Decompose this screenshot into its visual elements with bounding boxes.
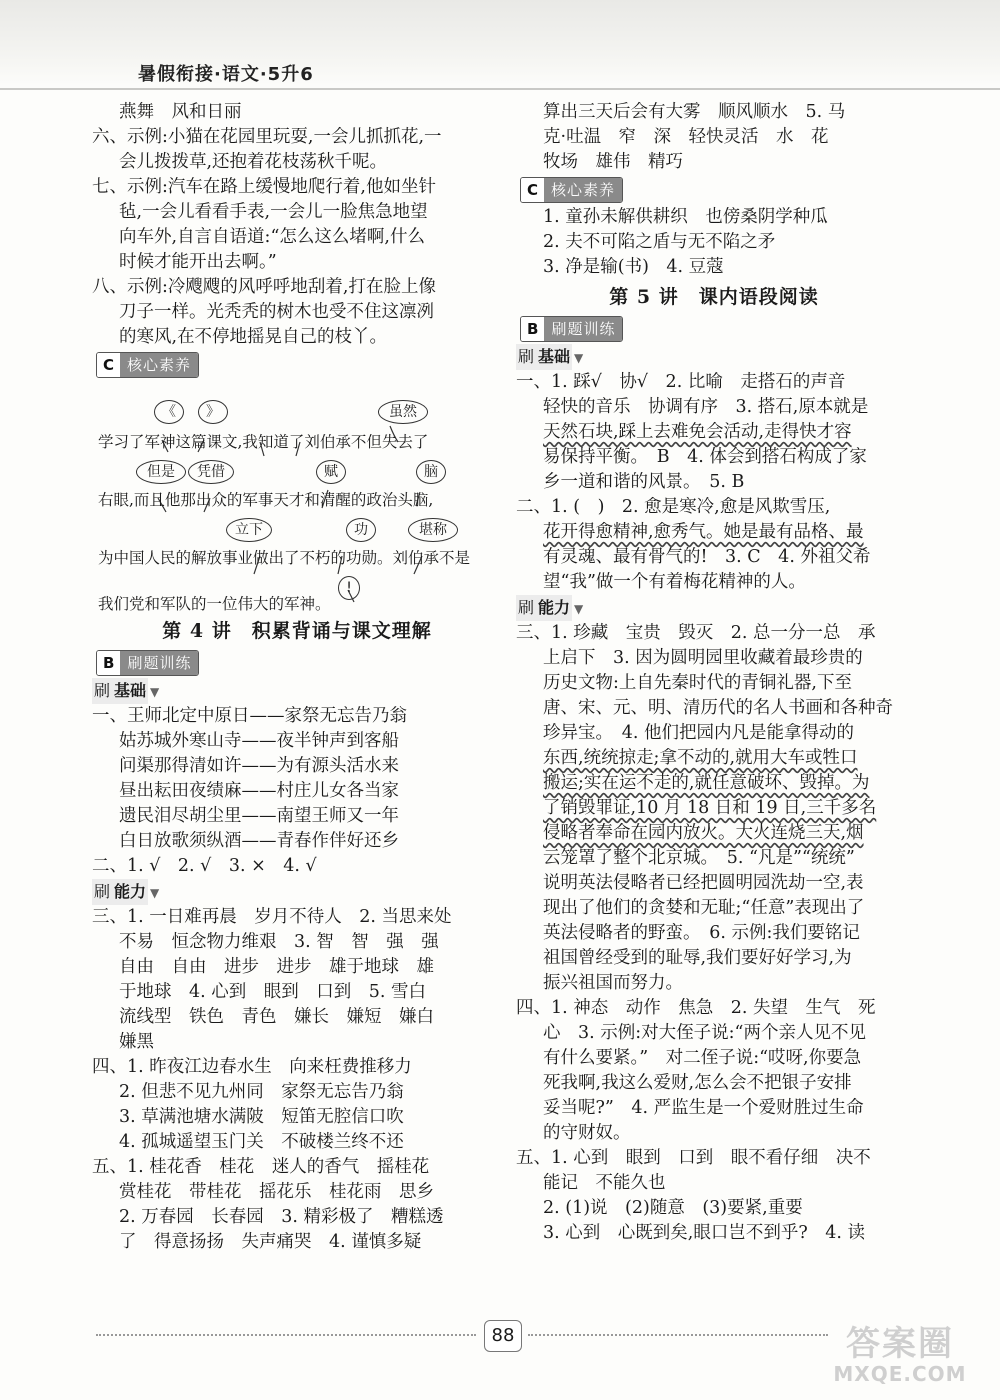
answer-line: 易保持平衡。 B 4. 体会到搭石构成了家 [543, 447, 867, 467]
answer-line: 现出了他们的贪婪和无耻;“任意”表现出了 [543, 898, 865, 918]
subsection-label: 能力 [112, 879, 148, 905]
subsection-label: 能力 [536, 595, 572, 621]
answer-line: 刀子一样。光秃秃的树木也受不住这凛冽 [119, 302, 434, 322]
answer-line: 二、1. √ 2. √ 3. × 4. √ [92, 856, 317, 876]
answer-line: 振兴祖国而努力。 [543, 973, 683, 993]
subsection-label: 基础 [536, 344, 572, 370]
subsection-basic [516, 344, 912, 370]
answer-line: 心 3. 示例:对大侄子说:“两个亲人见不见 [543, 1023, 866, 1043]
page-number: 88 [484, 1320, 522, 1352]
subsection-ability [516, 595, 912, 621]
answer-line: 二、1. ( ) 2. 愈是寒冷,愈是风欺雪压, [516, 497, 831, 517]
subsection-ability [92, 879, 502, 905]
correction-figure [92, 380, 492, 614]
footer-dotted-rule [96, 1334, 476, 1336]
watermark-url: MXQE.COM [833, 1362, 967, 1386]
answer-line: 2. (1)说 (2)随意 (3)要紧,重要 [543, 1198, 803, 1218]
answer-line: 八、示例:冷飕飕的风呼呼地刮着,打在脸上像 [92, 277, 436, 297]
answer-line: 五、1. 心到 眼到 口到 眼不看仔细 决不 [516, 1148, 871, 1168]
answer-line: 侵略者奉命在园内放火。大火连烧三天,烟 [543, 823, 864, 843]
badge-text: 核心素养 [544, 178, 622, 202]
answer-line: 乡一道和谐的风景。 5. B [543, 472, 745, 492]
section-badge-core [520, 177, 623, 203]
correction-bubble: 》 [198, 400, 228, 424]
badge-text: 刷题训练 [120, 651, 198, 675]
answer-line: 于地球 4. 心到 眼到 口到 5. 雪白 [119, 982, 427, 1002]
right-column [516, 100, 912, 1246]
answer-line: 搬运;实在运不走的,就任意破坏、毁掉。为 [543, 773, 870, 793]
correction-bubble: 《 [154, 400, 184, 424]
correction-bubble: 功 [346, 518, 376, 542]
figure-text-line: 我们党和军队的一位伟大的军神。 [98, 595, 331, 613]
answer-line: 望“我”做一个有着梅花精神的人。 [543, 572, 806, 592]
correction-bubble: 堪称 [408, 518, 458, 542]
subsection-prefix: 刷 [92, 879, 112, 905]
badge-letter: C [521, 178, 544, 202]
subsection-prefix: 刷 [516, 595, 536, 621]
answer-line: 的守财奴。 [543, 1123, 631, 1143]
left-column [92, 100, 502, 1255]
answer-line: 时候才能开出去啊。” [119, 252, 277, 272]
answer-line: 遗民泪尽胡尘里——南望王师又一年 [119, 806, 399, 826]
answer-line: 毡,一会儿看看手表,一会儿一脸焦急地望 [119, 202, 428, 222]
answer-line: 三、1. 一日难再晨 岁月不待人 2. 当思来处 [92, 907, 452, 927]
answer-line: 历史文物:上自先秦时代的青铜礼器,下至 [543, 673, 852, 693]
triangle-down-icon: ▼ [574, 351, 584, 365]
answer-line: 2. 万春园 长春园 3. 精彩极了 糟糕透 [119, 1207, 444, 1227]
answer-line: 向车外,自言自语道:“怎么这么堵啊,什么 [119, 227, 425, 247]
answer-line: 姑苏城外寒山寺——夜半钟声到客船 [119, 731, 399, 751]
answer-line: 克·吐温 窄 深 轻快灵活 水 花 [543, 127, 829, 147]
answer-line: 妥当呢?” 4. 严监生是一个爱财胜过生命 [543, 1098, 864, 1118]
answer-line: 昼出耘田夜绩麻——村庄儿女各当家 [119, 781, 399, 801]
header-rule [0, 88, 1000, 90]
answer-line: 轻快的音乐 协调有序 3. 搭石,原本就是 [543, 397, 869, 417]
answer-line: 死我啊,我这么爱财,怎么会不把银子安排 [543, 1073, 852, 1093]
badge-text: 核心素养 [120, 353, 198, 377]
correction-bubble: 立下 [226, 518, 272, 542]
answer-line: 有灵魂、最有骨气的! 3. C 4. 外祖父希 [543, 547, 871, 567]
figure-text-line: 学习了军神这篇课文,我知道了刘伯承不但失去了 [98, 433, 429, 451]
answer-line: 牧场 雄伟 精巧 [543, 152, 683, 172]
answer-line: 自由 自由 进步 进步 雄于地球 雄 [119, 957, 434, 977]
correction-bubble: 脑 [416, 460, 446, 484]
answer-line: 唐、宋、元、明、清历代的名人书画和各种奇 [543, 698, 893, 718]
lecture-title: 第 4 讲 积累背诵与课文理解 [162, 620, 432, 642]
answer-line: 能记 不能久也 [543, 1173, 666, 1193]
footer-dotted-rule [528, 1334, 828, 1336]
watermark-logo [820, 1326, 980, 1390]
subsection-basic [92, 678, 502, 704]
watermark-text: 答案圈 [846, 1324, 954, 1364]
correction-bubble: ! [338, 576, 360, 600]
answer-line: 流线型 铁色 青色 嫌长 嫌短 嫌白 [119, 1007, 434, 1027]
answer-line: 不易 恒念物力维艰 3. 智 智 强 强 [119, 932, 439, 952]
answer-line: 了销毁罪证,10 月 18 日和 19 日,三千多名 [543, 798, 877, 818]
lecture-title: 第 5 讲 课内语段阅读 [609, 286, 819, 308]
figure-text-line: 为中国人民的解放事业做出了不朽的功勋。刘伯承不是 [98, 549, 471, 567]
badge-letter: B [521, 317, 544, 341]
subsection-label: 基础 [112, 678, 148, 704]
page-header [0, 0, 1000, 90]
answer-line: 六、示例:小猫在花园里玩耍,一会儿抓抓花,一 [92, 127, 442, 147]
answer-line: 燕舞 风和日丽 [119, 102, 242, 122]
answer-line: 云笼罩了整个北京城。 5. “凡是”“统统” [543, 848, 855, 868]
section-badge-practice [520, 316, 623, 342]
badge-letter: B [97, 651, 120, 675]
section-badge-practice [96, 650, 199, 676]
subsection-prefix: 刷 [92, 678, 112, 704]
answer-line: 七、示例:汽车在路上缓慢地爬行着,他如坐针 [92, 177, 436, 197]
answer-line: 2. 但悲不见九州同 家祭无忘告乃翁 [119, 1082, 404, 1102]
answer-line: 3. 净是输(书) 4. 豆蔻 [543, 257, 724, 277]
header-title: 暑假衔接·语文·5升6 [138, 64, 314, 85]
answer-line: 英法侵略者的野蛮。 6. 示例:我们要铭记 [543, 923, 860, 943]
answer-line: 会儿拨拨草,还抱着花枝荡秋千呢。 [119, 152, 388, 172]
answer-line: 嫌黑 [119, 1032, 154, 1052]
answer-line: 算出三天后会有大雾 顺风顺水 5. 马 [543, 102, 846, 122]
triangle-down-icon: ▼ [574, 602, 584, 616]
answer-line: 一、王师北定中原日——家祭无忘告乃翁 [92, 706, 407, 726]
correction-bubble: 赋 [316, 460, 346, 484]
badge-text: 刷题训练 [544, 317, 622, 341]
answer-line: 五、1. 桂花香 桂花 迷人的香气 摇桂花 [92, 1157, 430, 1177]
answer-line: 说明英法侵略者已经把圆明园洗劫一空,表 [543, 873, 864, 893]
answer-line: 花开得愈精神,愈秀气。她是最有品格、最 [543, 522, 864, 542]
answer-line: 3. 心到 心既到矣,眼口岂不到乎? 4. 读 [543, 1223, 865, 1243]
answer-line: 了 得意扬扬 失声痛哭 4. 谨慎多疑 [119, 1232, 422, 1252]
answer-line: 3. 草满池塘水满陂 短笛无腔信口吹 [119, 1107, 404, 1127]
answer-line: 珍异宝。 4. 他们把园内凡是能拿得动的 [543, 723, 855, 743]
answer-line: 赏桂花 带桂花 摇花乐 桂花雨 思乡 [119, 1182, 434, 1202]
correction-bubble: 凭借 [188, 460, 234, 484]
answer-line: 天然石块,踩上去难免会活动,走得快才容 [543, 422, 852, 442]
correction-bubble: 虽然 [378, 400, 428, 424]
answer-line: 白日放歌须纵酒——青春作伴好还乡 [119, 831, 399, 851]
subsection-prefix: 刷 [516, 344, 536, 370]
answer-line: 有什么要紧。” 对二侄子说:“哎呀,你要急 [543, 1048, 862, 1068]
answer-line: 一、1. 踩√ 协√ 2. 比喻 走搭石的声音 [516, 372, 846, 392]
correction-bubble: 但是 [136, 460, 186, 484]
answer-line: 四、1. 神态 动作 焦急 2. 失望 生气 死 [516, 998, 876, 1018]
figure-text-line: 右眼,而且他那出众的军事天才和清醒的政治头脑, [98, 491, 434, 509]
answer-line: 的寒风,在不停地摇晃自己的枝丫。 [119, 327, 388, 347]
badge-letter: C [97, 353, 120, 377]
answer-line: 1. 童孙未解供耕织 也傍桑阴学种瓜 [543, 207, 828, 227]
answer-line: 上启下 3. 因为圆明园里收藏着最珍贵的 [543, 648, 863, 668]
answer-line: 东西,统统掠走;拿不动的,就用大车或牲口 [543, 748, 858, 768]
answer-line: 2. 夫不可陷之盾与无不陷之矛 [543, 232, 776, 252]
triangle-down-icon: ▼ [150, 886, 160, 900]
answer-line: 三、1. 珍藏 宝贵 毁灭 2. 总一分一总 承 [516, 623, 876, 643]
answer-line: 四、1. 昨夜江边春水生 向来枉费推移力 [92, 1057, 412, 1077]
answer-line: 祖国曾经受到的耻辱,我们要好好学习,为 [543, 948, 852, 968]
answer-line: 4. 孤城遥望玉门关 不破楼兰终不还 [119, 1132, 404, 1152]
section-badge-core [96, 352, 199, 378]
triangle-down-icon: ▼ [150, 685, 160, 699]
answer-line: 问渠那得清如许——为有源头活水来 [119, 756, 399, 776]
